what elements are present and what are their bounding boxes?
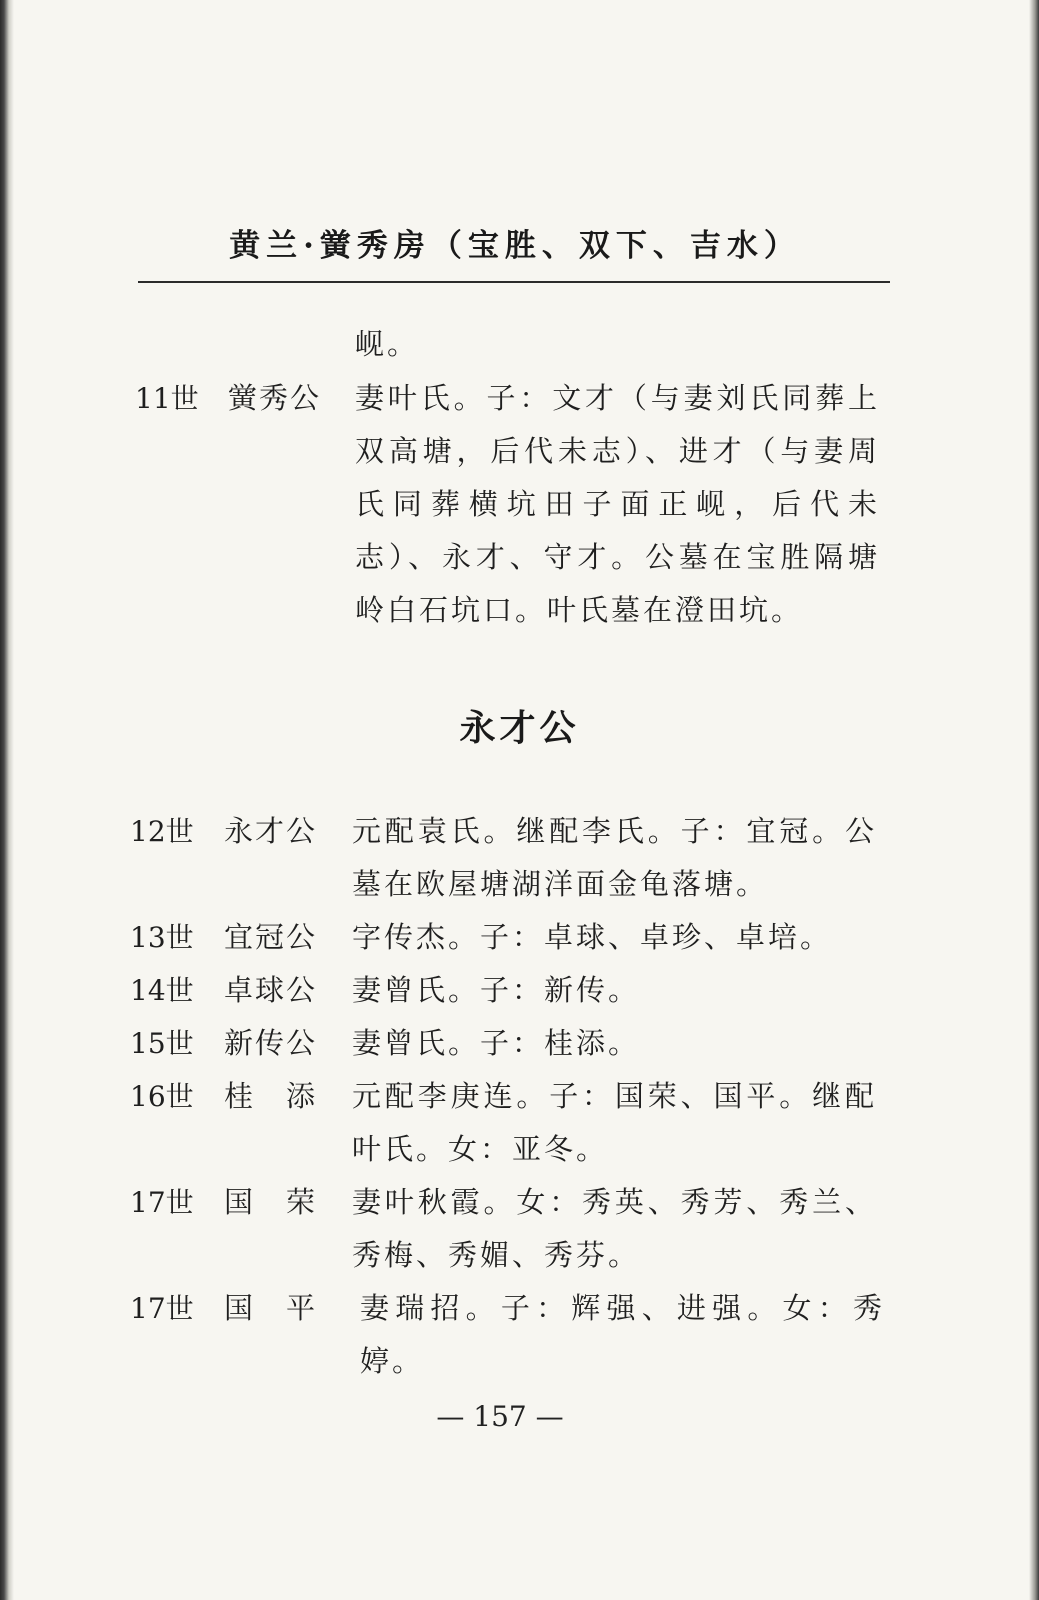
- person-name: 永才公: [224, 814, 318, 848]
- running-header: 黄兰·黉秀房（宝胜、双下、吉水）: [229, 228, 801, 264]
- continuation-text: 岘。: [355, 327, 420, 361]
- page-number: — 157 —: [436, 1400, 564, 1433]
- header-divider: [138, 281, 890, 283]
- genealogy-entry: [0, 964, 1039, 1017]
- generation-label: 14世: [130, 974, 194, 1007]
- genealogy-entry: [0, 911, 1039, 964]
- generation-label: 15世: [130, 1027, 194, 1060]
- person-name: 国 平: [224, 1291, 318, 1325]
- genealogy-entry: [0, 805, 1039, 911]
- genealogy-entry: [0, 1282, 1039, 1388]
- continuation-line: [0, 318, 1039, 371]
- entry-description: 妻瑞招。子：辉强、进强。女：秀婷。: [360, 1291, 885, 1378]
- entry-description: 元配李庚连。子：国荣、国平。继配叶氏。女：亚冬。: [352, 1079, 877, 1166]
- generation-label: 13世: [130, 921, 194, 954]
- person-name: 新传公: [224, 1026, 318, 1060]
- generation-label: 16世: [130, 1080, 194, 1113]
- generation-label: 11世: [135, 382, 199, 415]
- person-name: 桂 添: [224, 1079, 318, 1113]
- person-name: 宜冠公: [224, 920, 318, 954]
- person-name: 国 荣: [224, 1185, 318, 1219]
- genealogy-entry: [0, 1017, 1039, 1070]
- person-name: 卓球公: [224, 973, 318, 1007]
- generation-label: 17世: [130, 1292, 194, 1325]
- genealogy-entry: [0, 372, 1039, 637]
- section-title: 永才公: [459, 707, 580, 749]
- genealogy-entry: [0, 1176, 1039, 1282]
- entry-description: 妻叶氏。子：文才（与妻刘氏同葬上双高塘，后代未志）、进才（与妻周氏同葬横坑田子面正岘，后代未志）、永才、守才。公墓在宝胜隔塘岭白石坑口。叶氏墓在澄田坑。: [355, 381, 880, 627]
- entry-description: 元配袁氏。继配李氏。子：宜冠。公墓在欧屋塘湖洋面金龟落塘。: [352, 814, 877, 901]
- generation-label: 12世: [130, 815, 194, 848]
- entry-description: 字传杰。子：卓球、卓珍、卓培。: [352, 920, 833, 954]
- generation-label: 17世: [130, 1186, 194, 1219]
- genealogy-entry: [0, 1070, 1039, 1176]
- person-name: 黉秀公: [228, 381, 322, 415]
- entry-description: 妻曾氏。子：桂添。: [352, 1026, 641, 1060]
- entry-description: 妻叶秋霞。女：秀英、秀芳、秀兰、秀梅、秀媚、秀芬。: [352, 1185, 877, 1272]
- entry-description: 妻曾氏。子：新传。: [352, 973, 641, 1007]
